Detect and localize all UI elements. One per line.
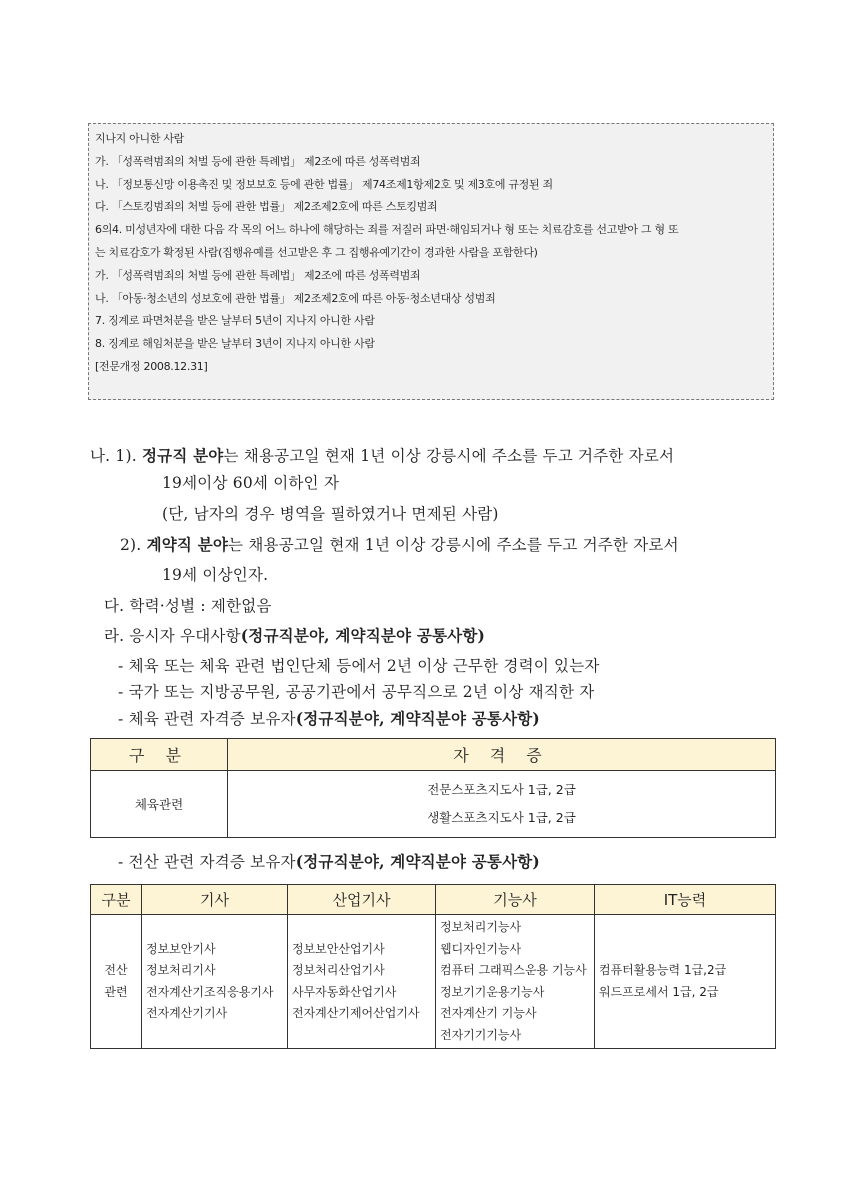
table-header: 산업기사 — [288, 885, 436, 915]
notice-line: [전문개정 2008.12.31] — [95, 359, 208, 373]
table-header-row — [91, 885, 776, 915]
cert-item: 웹디자인기능사 — [440, 941, 522, 956]
notice-line: 7. 징계로 파면처분을 받은 날부터 5년이 지나지 아니한 사람 — [95, 314, 375, 328]
regular-position-label: 정규직 분야 — [142, 446, 224, 465]
cert-item: 정보처리산업기사 — [292, 963, 385, 977]
cert-item: 전자계산기기사 — [146, 1006, 228, 1020]
contract-position-line — [120, 533, 679, 555]
table-header: 구 분 — [91, 739, 228, 771]
cert-item: 생활스포츠지도사 1급, 2급 — [427, 810, 576, 825]
item-number: 2). — [120, 536, 147, 554]
cert-item: 컴퓨터 그래픽스운용 기능사 — [440, 963, 587, 977]
table-row — [91, 915, 776, 1049]
preference-title-bold: (정규직분야, 계약직분야 공통사항) — [240, 626, 486, 645]
cert-item: 워드프로세서 1급, 2급 — [599, 984, 719, 999]
preference-bullet: - 국가 또는 지방공무원, 공공기관에서 공무직으로 2년 이상 재직한 자 — [118, 683, 595, 701]
regular-age-line: 19세이상 60세 이하인 자 — [162, 474, 340, 492]
preference-bullet — [118, 707, 540, 729]
table-header: 기능사 — [436, 885, 595, 915]
cert-item: 정보기기운용기능사 — [440, 984, 545, 999]
table-header: IT능력 — [595, 885, 776, 915]
category-line: 관련 — [104, 984, 128, 999]
cert-item: 전자계산기조직응용기사 — [146, 984, 274, 999]
table-cell-sanup — [288, 915, 436, 1049]
cert-item: 정보처리기사 — [146, 963, 216, 977]
notice-line: 가. 「성폭력범죄의 처벌 등에 관한 특례법」 제2조에 따른 성폭력범죄 — [95, 268, 421, 282]
preference-bullet: - 체육 또는 체육 관련 법인단체 등에서 2년 이상 근무한 경력이 있는자 — [118, 657, 600, 675]
cert-item: 전문스포츠지도사 1급, 2급 — [427, 782, 576, 797]
military-note: (단, 남자의 경우 병역을 필하였거나 면제된 사람) — [162, 505, 499, 523]
cert-item: 전자계산기제어산업기사 — [292, 1006, 420, 1020]
table-cell-category: 체육관련 — [91, 771, 228, 838]
table-cell-gineung — [436, 915, 595, 1049]
table-cell-it — [595, 915, 776, 1049]
table-header-row — [91, 739, 776, 771]
preference-title — [104, 624, 485, 646]
it-cert-bullet — [118, 850, 540, 872]
bullet-bold: (정규직분야, 계약직분야 공통사항) — [295, 852, 540, 871]
contract-position-text: 는 채용공고일 현재 1년 이상 강릉시에 주소를 두고 거주한 자로서 — [228, 536, 679, 554]
contract-age-line: 19세 이상인자. — [162, 566, 269, 584]
bullet-text: - 전산 관련 자격증 보유자 — [118, 853, 296, 871]
table-cell-category — [91, 915, 142, 1049]
notice-line: 는 치료감호가 확정된 사람(집행유예를 선고받은 후 그 집행유예기간이 경과한 사람을 포함한다) — [95, 245, 538, 259]
table-header: 기사 — [142, 885, 288, 915]
bullet-text: - 체육 관련 자격증 보유자 — [118, 710, 296, 728]
cert-item: 전자계산기 기능사 — [440, 1006, 537, 1020]
notice-line: 지나지 아니한 사람 — [95, 132, 185, 145]
notice-line: 나. 「정보통신망 이용촉진 및 정보보호 등에 관한 법률」 제74조제1항제2호 및 제3호에 규정된 죄 — [95, 177, 553, 191]
table-row — [91, 771, 776, 838]
item-number: 나. 1). — [90, 447, 142, 465]
notice-line: 가. 「성폭력범죄의 처벌 등에 관한 특례법」 제2조에 따른 성폭력범죄 — [95, 154, 421, 168]
cert-item: 정보보안기사 — [146, 941, 216, 956]
notice-line: 8. 징계로 해임처분을 받은 날부터 3년이 지나지 아니한 사람 — [95, 337, 375, 351]
cert-item: 정보보안산업기사 — [292, 941, 385, 956]
it-cert-table — [90, 884, 776, 1049]
regular-position-text: 는 채용공고일 현재 1년 이상 강릉시에 주소를 두고 거주한 자로서 — [223, 447, 675, 465]
table-header: 구분 — [91, 885, 142, 915]
preference-title-text: 라. 응시자 우대사항 — [104, 627, 241, 645]
contract-position-label: 계약직 분야 — [146, 535, 229, 554]
sports-cert-table — [90, 738, 776, 838]
education-gender-line: 다. 학력·성별 : 제한없음 — [104, 597, 272, 615]
category-line: 전산 — [104, 963, 128, 977]
cert-item: 전자기기기능사 — [440, 1027, 522, 1042]
regular-position-line — [90, 444, 674, 466]
notice-line: 나. 「아동·청소년의 성보호에 관한 법률」 제2조제2호에 따른 아동·청소년대상 성범죄 — [95, 291, 496, 305]
bullet-bold: (정규직분야, 계약직분야 공통사항) — [295, 709, 540, 728]
cert-item: 사무자동화산업기사 — [292, 984, 397, 999]
notice-line: 6의4. 미성년자에 대한 다음 각 목의 어느 하나에 해당하는 죄를 저질러 파면·해임되거나 형 또는 치료감호를 선고받아 그 형 또 — [95, 223, 679, 237]
table-cell-certs — [228, 771, 776, 838]
notice-line: 다. 「스토킹범죄의 처벌 등에 관한 법률」 제2조제2호에 따른 스토킹범죄 — [95, 200, 438, 214]
cert-item: 컴퓨터활용능력 1급,2급 — [599, 963, 727, 977]
table-cell-gisa — [142, 915, 288, 1049]
cert-item: 정보처리기능사 — [440, 920, 522, 934]
legal-notice-box — [88, 123, 774, 400]
table-header: 자 격 증 — [228, 739, 776, 771]
